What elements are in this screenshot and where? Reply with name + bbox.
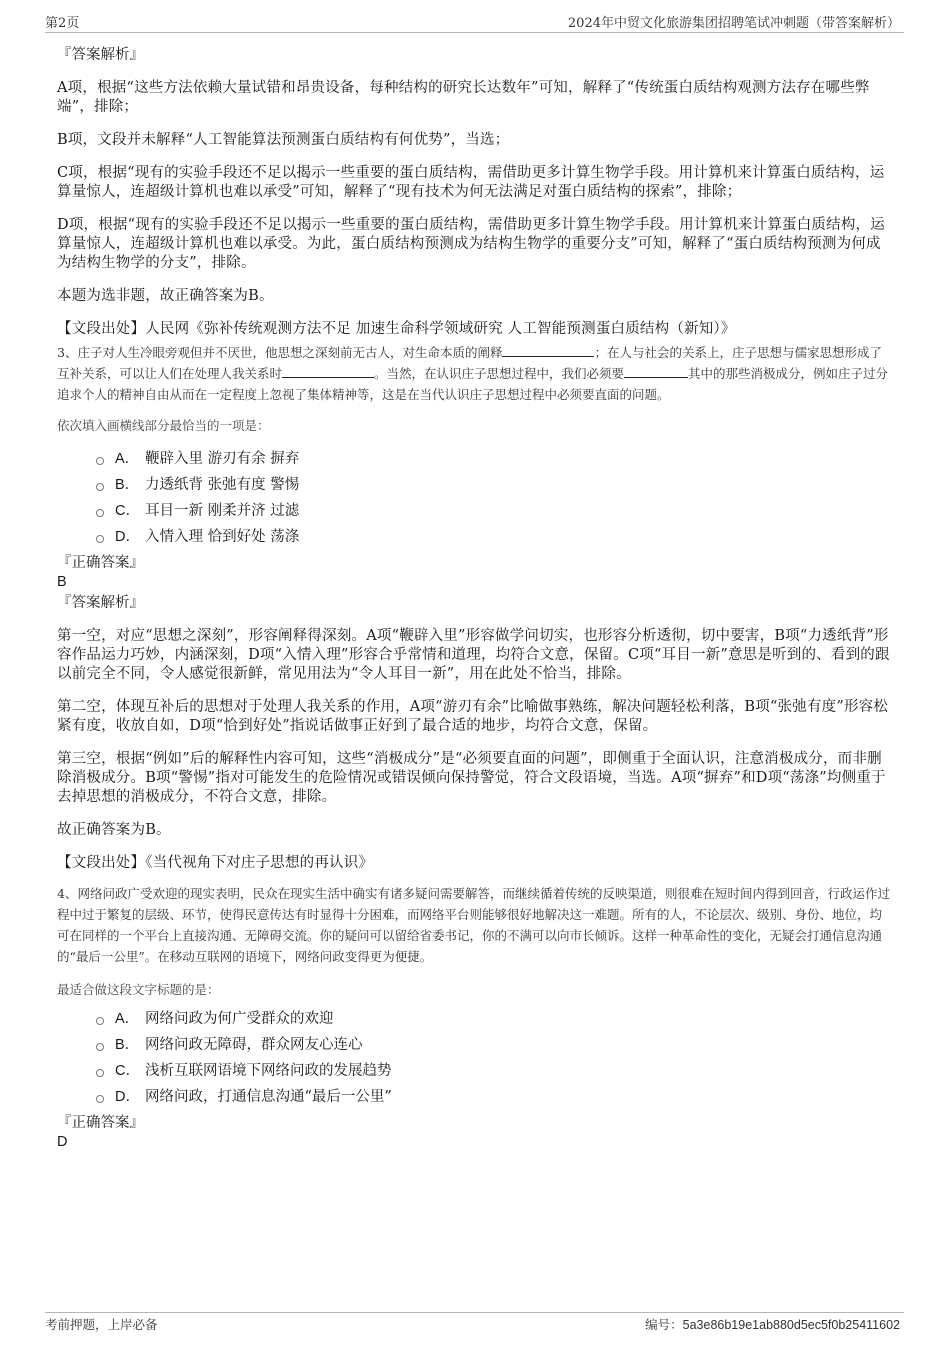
footer-note: 考前押题，上岸必备: [45, 1317, 158, 1332]
fill-blank-1: [502, 344, 594, 357]
document-title: 2024年中贸文化旅游集团招聘笔试冲刺题（带答案解析）: [567, 16, 900, 31]
option-d[interactable]: D． 入情入理 恰到好处 荡涤: [57, 528, 890, 554]
analysis-conclusion: 本题为选非题，故正确答案为B。: [57, 288, 274, 304]
analysis-paragraph: 第一空，对应“思想之深刻”，形容阐释得深刻。A项“鞭辟入里”形容做学问切实，也形容分析透彻，切中要害，B项“力透纸背”形容作品运力巧妙，内涵深刻，D项“入情入理”形容合乎常情和道理，均符合文意，保留。C项“耳目一新”意思是听到的、看到的跟以前完全不同，令人感觉很新鲜，常见用法为“令人耳目一新”，用在此处不恰当，排除。: [57, 628, 890, 682]
source-citation: 【文段出处】人民网《弥补传统观测方法不足 加速生命科学领域研究 人工智能预测蛋白质结构（新知）》: [57, 321, 736, 337]
radio-button[interactable]: [96, 1095, 104, 1103]
document-code: 编号：5a3e86b19e1ab880d5ec5f0b25411602: [645, 1317, 900, 1332]
radio-button[interactable]: [96, 509, 104, 517]
option-a[interactable]: A． 网络问政为何广受群众的欢迎: [57, 1010, 890, 1036]
option-c[interactable]: C． 耳目一新 刚柔并济 过滤: [57, 502, 890, 528]
question-4-text: 4、网络问政广受欢迎的现实表明，民众在现实生活中确实有诸多疑问需要解答，而继续循着传统的反映渠道，则很难在短时间内得到回音，行政运作过程中过于繁复的层级、环节，使得民意传达有时显得十分困难，而网络平台则能够很好地解决这一难题。所有的人，不论层次、级别、身份、地位，均可在同样的一个平台上直接沟通、无障碍交流。你的疑问可以留给省委书记，你的不满可以向市长倾诉。这样一种革命性的变化，无疑会打通信息沟通的“最后一公里”。在移动互联网的语境下，网络问政变得更为便捷。: [57, 886, 890, 964]
analysis-conclusion: 故正确答案为B。: [57, 822, 171, 838]
radio-button[interactable]: [96, 1069, 104, 1077]
analysis-paragraph: 第二空，体现互补后的思想对于处理人我关系的作用，A项“游刃有余”比喻做事熟练，解决问题轻松利落，B项“张弛有度”形容松紧有度，收放自如，D项“恰到好处”指说话做事正好到了最合适的地步，均符合文意，保留。: [57, 699, 889, 734]
analysis-label: 『答案解析』: [57, 47, 144, 63]
correct-answer: D: [57, 1134, 68, 1150]
page-footer: [45, 1312, 904, 1333]
page-number: 第2页: [45, 16, 80, 31]
radio-button[interactable]: [96, 1017, 104, 1025]
analysis-label: 『答案解析』: [57, 595, 144, 611]
option-a[interactable]: A． 鞭辟入里 游刃有余 摒弃: [57, 450, 890, 476]
radio-button[interactable]: [96, 535, 104, 543]
page-content: [57, 46, 890, 1151]
option-c[interactable]: C． 浅析互联网语境下网络问政的发展趋势: [57, 1062, 890, 1088]
question-3-text: 3、庄子对人生冷眼旁观但并不厌世，他思想之深刻前无古人，对生命本质的阐释 ；在人与社会的关系上，庄子思想与儒家思想形成了互补关系，可以让人们在处理人我关系时 。当然，在认识庄子思想过程中，我们必须要 其中的那些消极成分，例如庄子过分追求个人的精神自由从而在一定程度上忽视了集体精神等，这是在当代认识庄子思想过程中必须要直面的问题。: [57, 345, 889, 402]
radio-button[interactable]: [96, 1043, 104, 1051]
option-b[interactable]: B． 力透纸背 张弛有度 警惕: [57, 476, 890, 502]
source-citation: 【文段出处】《当代视角下对庄子思想的再认识》: [57, 855, 374, 871]
fill-blank-2: [282, 365, 374, 378]
fill-blank-3: [624, 365, 688, 378]
question-4-prompt: 最适合做这段文字标题的是：: [57, 982, 220, 997]
analysis-paragraph: 第三空，根据“例如”后的解释性内容可知，这些“消极成分”是“必须要直面的问题”，即侧重于全面认识，注意消极成分，而非删除消极成分。B项“警惕”指对可能发生的危险情况或错误倾向保持警觉，符合文段语境，当选。A项“摒弃”和D项“荡涤”均侧重于去掉思想的消极成分，不符合文意，排除。: [57, 751, 886, 805]
option-d[interactable]: D． 网络问政，打通信息沟通“最后一公里”: [57, 1088, 890, 1114]
radio-button[interactable]: [96, 483, 104, 491]
analysis-paragraph: A项，根据“这些方法依赖大量试错和昂贵设备，每种结构的研究长达数年”可知，解释了“传统蛋白质结构观测方法存在哪些弊端”，排除；: [57, 80, 870, 115]
question-3-prompt: 依次填入画横线部分最恰当的一项是：: [57, 418, 270, 433]
correct-answer-label: 『正确答案』: [57, 1115, 144, 1131]
analysis-paragraph: C项，根据“现有的实验手段还不足以揭示一些重要的蛋白质结构，需借助更多计算生物学手段。用计算机来计算蛋白质结构，运算量惊人，连超级计算机也难以承受”可知，解释了“现有技术为何无法满足对蛋白质结构的探索”，排除；: [57, 165, 885, 200]
correct-answer-label: 『正确答案』: [57, 555, 144, 571]
correct-answer: B: [57, 574, 67, 590]
option-b[interactable]: B． 网络问政无障碍，群众网友心连心: [57, 1036, 890, 1062]
radio-button[interactable]: [96, 457, 104, 465]
analysis-paragraph: D项，根据“现有的实验手段还不足以揭示一些重要的蛋白质结构，需借助更多计算生物学手段。用计算机来计算蛋白质结构，运算量惊人，连超级计算机也难以承受。为此，蛋白质结构预测成为结构生物学的重要分支”可知，解释了“蛋白质结构预测为何成为结构生物学的分支”，排除。: [57, 217, 885, 271]
question-4-options: [57, 1010, 890, 1114]
question-3-options: [57, 450, 890, 554]
page-header: [45, 12, 904, 33]
analysis-paragraph: B项，文段并未解释“人工智能算法预测蛋白质结构有何优势”，当选；: [57, 132, 510, 148]
